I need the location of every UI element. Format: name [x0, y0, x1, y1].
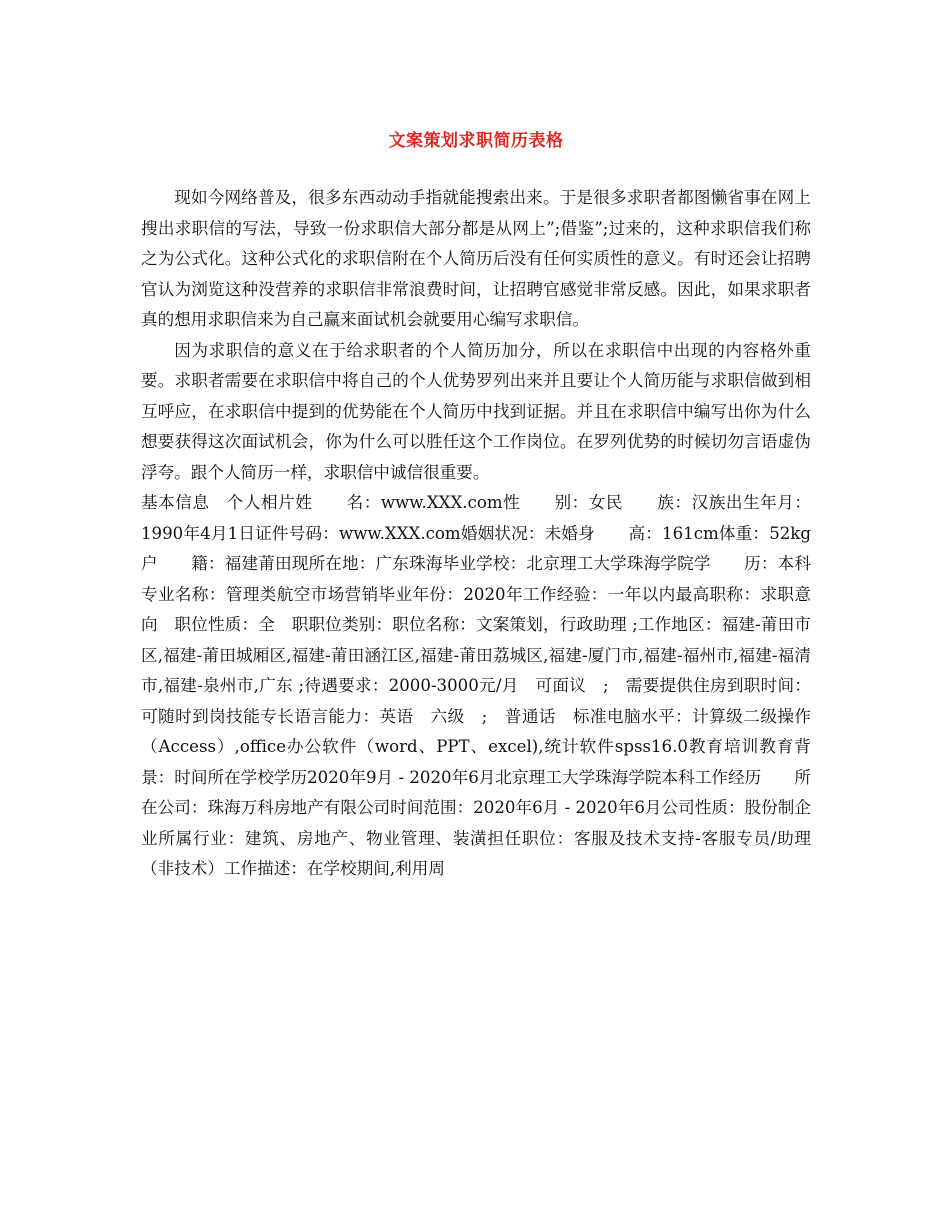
resume-details: 基本信息 个人相片姓 名：www.XXX.com性 别：女民 族：汉族出生年月：1990年4月1日证件号码：www.XXX.com婚姻状况：未婚身 高：161cm体重：52kg户 籍：福建莆田现所在地：广东珠海毕业学校：北京理工大学珠海学院学 历：本科专业名称：管理类航空市场营销毕业年份：2020年工作经验：一年以内最高职称：求职意向 职位性质：全 职职位类别：职位名称：文案策划，行政助理 ;工作地区：福建-莆田市区,福建-莆田城厢区,福建-莆田涵江区,福建-莆田荔城区,福建-厦门市,福建-福州市,福建-福清市,福建-泉州市,广东 ;待遇要求：2000-3000元/月 可面议 ; 需要提供住房到职时间：可随时到岗技能专长语言能力：英语 六级 ; 普通话 标准电脑水平：计算级二级操作（Access）,office办公软件（word、PPT、excel),统计软件spss16.0教育培训教育背景：时间所在学校学历2020年9月 - 2020年6月北京理工大学珠海学院本科工作经历 所在公司：珠海万科房地产有限公司时间范围：2020年6月 - 2020年6月公司性质：股份制企业所属行业：建筑、房地产、物业管理、装潢担任职位：客服及技术支持-客服专员/助理（非技术）工作描述：在学校期间,利用周 — [141, 493, 811, 878]
paragraph-cover-letter-meaning: 因为求职信的意义在于给求职者的个人简历加分，所以在求职信中出现的内容格外重要。求职者需要在求职信中将自己的个人优势罗列出来并且要让个人简历能与求职信做到相互呼应，在求职信中提到的优势能在个人简历中找到证据。并且在求职信中编写出你为什么想要获得这次面试机会，你为什么可以胜任这个工作岗位。在罗列优势的时候切勿言语虚伪浮夸。跟个人简历一样，求职信中诚信很重要。 — [141, 340, 811, 482]
document-title: 文案策划求职简历表格 — [388, 131, 564, 151]
paragraph-intro: 现如今网络普及，很多东西动动手指就能搜索出来。于是很多求职者都图懒省事在网上搜出求职信的写法，导致一份求职信大部分都是从网上”;借鉴”;过来的，这种求职信我们称之为公式化。这种公式化的求职信附在个人简历后没有任何实质性的意义。有时还会让招聘官认为浏览这种没营养的求职信非常浪费时间，让招聘官感觉非常反感。因此，如果求职者真的想用求职信来为自己赢来面试机会就要用心编写求职信。 — [141, 188, 811, 329]
document-body — [141, 183, 811, 885]
